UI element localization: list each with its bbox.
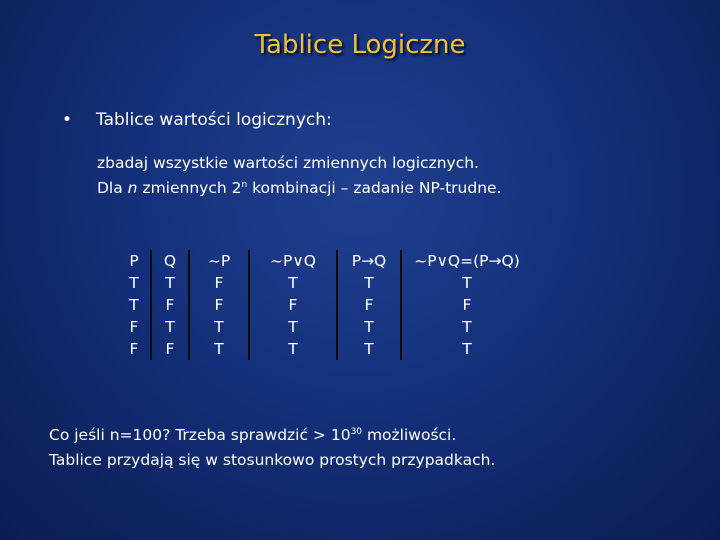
table-cell: T: [151, 316, 189, 338]
table-cell: T: [249, 338, 337, 360]
table-header-cell: ~P∨Q=(P→Q): [401, 250, 532, 272]
description-line-2: Dla n zmiennych 2$^n$ kombinacji – zadanie NP-trudne.: [97, 179, 502, 198]
table-cell: F: [129, 318, 139, 336]
bullet-item: [62, 110, 332, 130]
table-cell: T: [401, 272, 532, 294]
variable-n: n: [127, 179, 138, 198]
table-cell: T: [249, 316, 337, 338]
table-cell: T: [129, 296, 139, 314]
description: [97, 152, 501, 199]
table-cell: T: [337, 338, 401, 360]
table-cell: T: [401, 316, 532, 338]
table-cell: T: [401, 338, 532, 360]
table-header-cell: ~P∨Q: [249, 250, 337, 272]
bullet-icon: •: [62, 110, 73, 130]
table-header-row: [118, 250, 532, 272]
truth-table: [118, 250, 532, 360]
footer-line-1: Co jeśli n=100? Trzeba sprawdzić > $10^{30}$ możliwości.: [49, 426, 457, 445]
table-cell: T: [249, 272, 337, 294]
description-line-1: zbadaj wszystkie wartości zmiennych logicznych.: [97, 154, 479, 172]
table-cell: F: [151, 294, 189, 316]
bullet-text: Tablice wartości logicznych:: [96, 110, 332, 130]
table-cell: F: [249, 294, 337, 316]
table-header-cell: Q: [151, 250, 189, 272]
table-cell: T: [189, 316, 249, 338]
table-header-cell: P: [129, 252, 139, 270]
table-cell: F: [401, 294, 532, 316]
table-cell: F: [189, 272, 249, 294]
table-cell: F: [337, 294, 401, 316]
footer-text: [49, 420, 495, 473]
exponent: n: [241, 180, 248, 190]
slide-title: Tablice Logiczne: [254, 30, 466, 60]
footer-line-2: Tablice przydają się w stosunkowo prostych przypadkach.: [49, 451, 496, 470]
table-cell: T: [189, 338, 249, 360]
table-row: [118, 316, 532, 338]
table-header-cell: P→Q: [337, 250, 401, 272]
table-header-cell: ~P: [189, 250, 249, 272]
exponent: 30: [350, 427, 363, 437]
table-cell: T: [337, 272, 401, 294]
table-row: [118, 338, 532, 360]
table-cell: T: [337, 316, 401, 338]
table-cell: T: [129, 274, 139, 292]
table-cell: F: [151, 338, 189, 360]
table-cell: F: [189, 294, 249, 316]
table-row: [118, 272, 532, 294]
table-cell: T: [151, 272, 189, 294]
table-cell: F: [129, 340, 139, 358]
table-row: [118, 294, 532, 316]
